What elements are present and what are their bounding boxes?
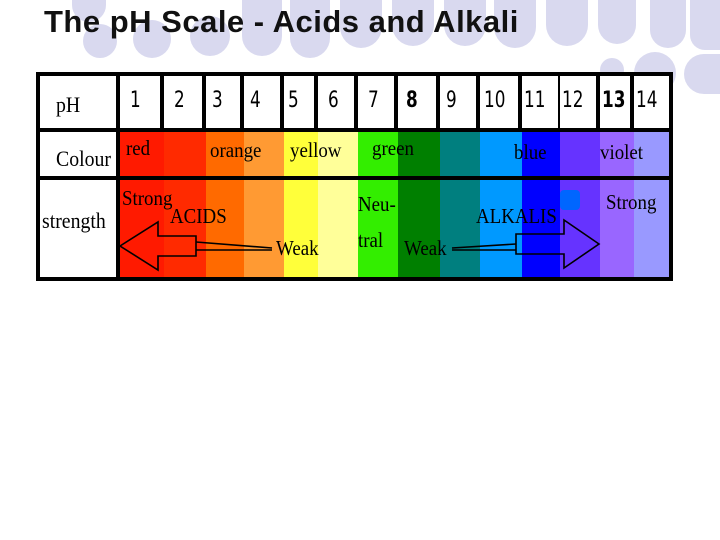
colour-orange: orange bbox=[210, 138, 262, 162]
strength-acids: ACIDS bbox=[170, 204, 227, 228]
ph-value-13: 13 bbox=[602, 88, 626, 113]
decor-circle bbox=[598, 0, 636, 44]
ph-scale-table bbox=[36, 72, 673, 281]
ph-value-4: 4 bbox=[250, 88, 261, 113]
blue-blob-icon bbox=[560, 190, 580, 210]
ph-value-14: 14 bbox=[636, 88, 658, 113]
ph-row-label: pH bbox=[56, 92, 81, 117]
ph-value-10: 10 bbox=[484, 88, 506, 113]
decor-circle bbox=[650, 0, 686, 48]
decor-circle bbox=[684, 54, 720, 94]
strength-weak-right: Weak bbox=[404, 236, 447, 260]
ph-value-6: 6 bbox=[328, 88, 339, 113]
strength-neutral-line2: tral bbox=[358, 228, 384, 252]
strength-strong-left: Strong bbox=[122, 186, 173, 210]
strength-neutral-line1: Neu- bbox=[358, 192, 396, 216]
strength-strong-right: Strong bbox=[606, 190, 657, 214]
left-arrow-icon bbox=[120, 222, 272, 270]
colour-green: green bbox=[372, 136, 414, 160]
colour-blue: blue bbox=[514, 140, 547, 164]
strength-row-label: strength bbox=[42, 208, 106, 233]
strength-weak-left: Weak bbox=[276, 236, 319, 260]
ph-value-1: 1 bbox=[130, 88, 141, 113]
colour-violet: violet bbox=[600, 140, 644, 164]
ph-value-5: 5 bbox=[288, 88, 299, 113]
ph-value-12: 12 bbox=[562, 88, 584, 113]
ph-value-8: 8 bbox=[406, 88, 418, 113]
ph-value-7: 7 bbox=[368, 88, 379, 113]
slide-title: The pH Scale - Acids and Alkali bbox=[44, 4, 519, 39]
colour-row-label: Colour bbox=[56, 146, 112, 171]
decor-circle bbox=[690, 0, 720, 50]
ph-value-11: 11 bbox=[524, 88, 546, 113]
decor-circle bbox=[546, 0, 588, 46]
ph-value-9: 9 bbox=[446, 88, 457, 113]
strength-alkalis: ALKALIS bbox=[476, 204, 557, 228]
colour-yellow: yellow bbox=[290, 138, 342, 162]
ph-value-3: 3 bbox=[212, 88, 223, 113]
strength-arrows bbox=[36, 72, 673, 281]
ph-value-2: 2 bbox=[174, 88, 185, 113]
colour-red: red bbox=[126, 136, 151, 160]
